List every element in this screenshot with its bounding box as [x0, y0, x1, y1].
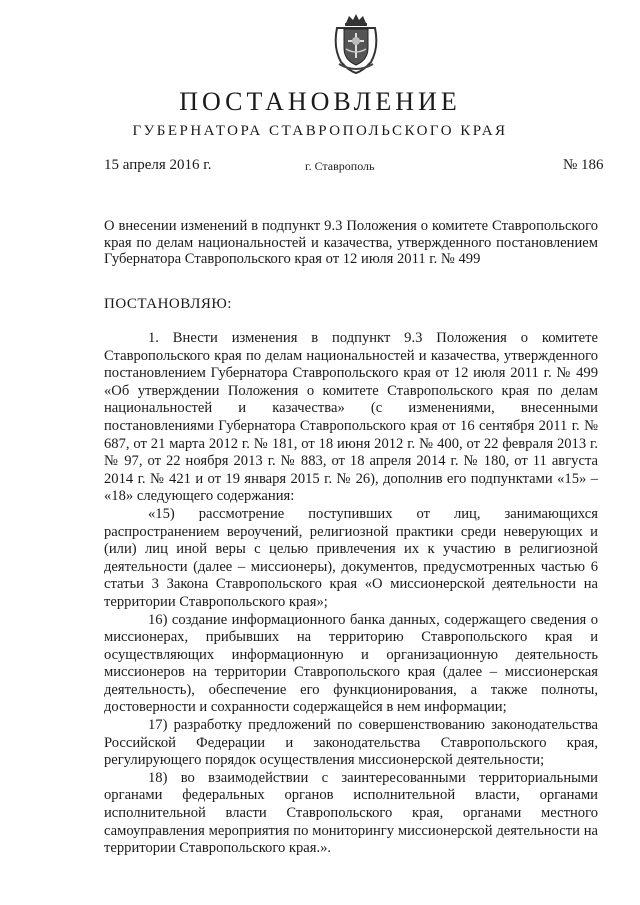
document-city: г. Ставрополь	[305, 159, 375, 173]
paragraph: 16) создание информационного банка данных, содержащего сведения о миссионерах, прибывших на территорию Ставропольского края и осуществляющих информационную и организационную деятельность миссионеров на территории Ставропольского края (далее – миссионерская деятельность), обеспечение его функционирования, а также полноты, достоверности и сохранности содержащейся в нем информации;	[104, 611, 598, 716]
document-body	[104, 330, 598, 858]
document-date: 15 апреля 2016 г.	[104, 157, 212, 173]
paragraph: 1. Внести изменения в подпункт 9.3 Положения о комитете Ставропольского края по делам национальностей и казачества, утвержденного постановлением Губернатора Ставропольского края от 12 июля 2011 г. № 499 «Об утверждении Положения о комитете Ставропольского края по делам национальностей и казачества» (с изменениями, внесенными постановлениями Губернатора Ставропольского края от 16 сентября 2011 г. № 687, от 21 марта 2012 г. № 181, от 18 июня 2012 г. № 400, от 22 февраля 2013 г. № 97, от 22 ноября 2013 г. № 883, от 18 апреля 2014 г. № 180, от 11 августа 2014 г. № 421 и от 19 января 2015 г. № 26), дополнив его подпунктами «15» – «18» следующего содержания:	[104, 330, 598, 505]
coat-of-arms-emblem-icon	[331, 14, 381, 74]
document-subtitle: ГУБЕРНАТОРА СТАВРОПОЛЬСКОГО КРАЯ	[132, 123, 508, 139]
document-title: ПОСТАНОВЛЕНИЕ	[179, 87, 461, 116]
paragraph: 18) во взаимодействии с заинтересованными территориальными органами федеральных органов исполнительной власти, органами исполнительной власти Ставропольского края, органами местного самоуправления мероприятия по мониторингу миссионерской деятельности на территории Ставропольского края.».	[104, 769, 598, 857]
document-number: № 186	[563, 157, 604, 173]
paragraph: «15) рассмотрение поступивших от лиц, занимающихся распространением вероучений, религиозной практики среди неверующих и (или) лиц иной веры с целью привлечения их к участию в религиозной деятельности (далее – миссионеры), документов, предусмотренных частью 6 статьи 3 Закона Ставропольского края «О миссионерской деятельности на территории Ставропольского края»;	[104, 505, 598, 610]
decree-word: ПОСТАНОВЛЯЮ:	[104, 296, 232, 312]
document-heading: О внесении изменений в подпункт 9.3 Положения о комитете Ставропольского края по делам национальностей и казачества, утвержденного постановлением Губернатора Ставропольского края от 12 июля 2011 г. № 499	[104, 218, 598, 267]
paragraph: 17) разработку предложений по совершенствованию законодательства Российской Федерации и законодательства Ставропольского края, регулирующего порядок осуществления миссионерской деятельности;	[104, 717, 598, 769]
